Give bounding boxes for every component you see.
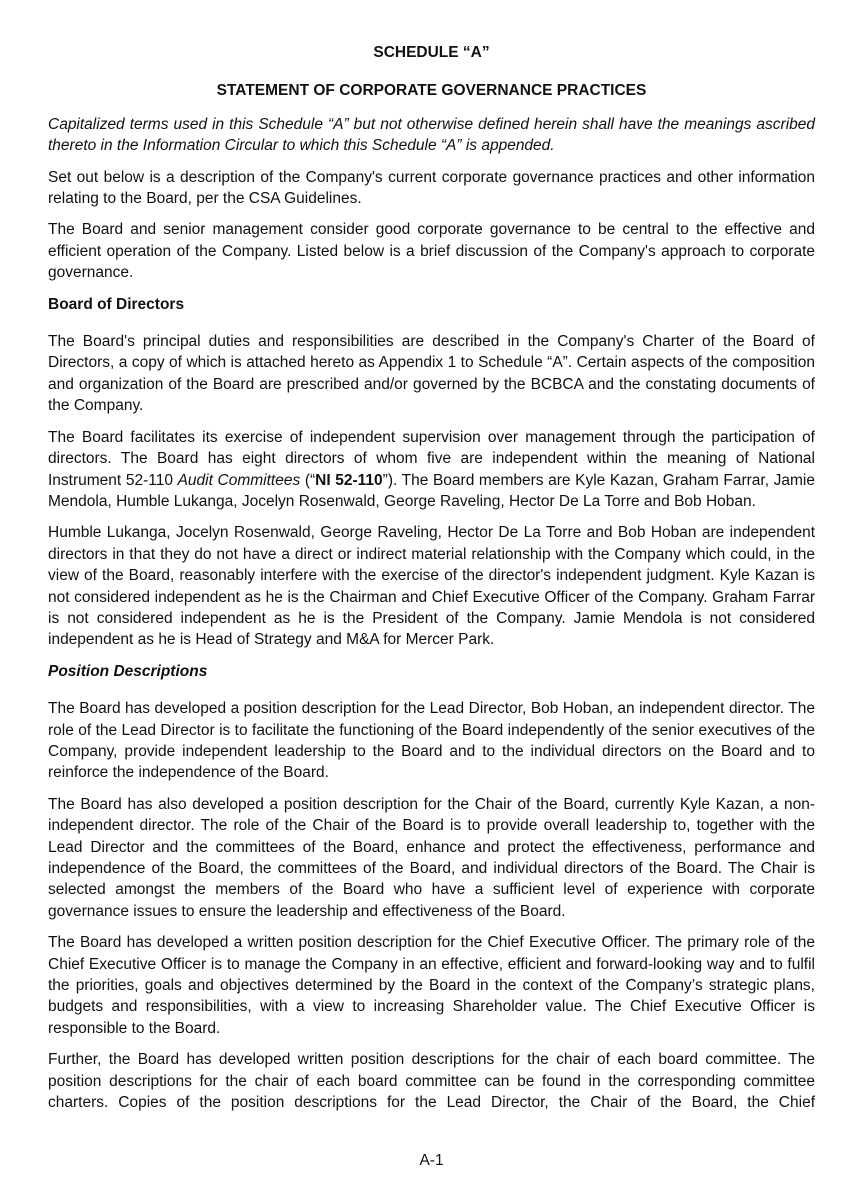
page-number: A-1 (419, 1151, 444, 1169)
board-composition-text-2: (“ (300, 471, 316, 489)
statement-title: STATEMENT OF CORPORATE GOVERNANCE PRACTICES (216, 82, 647, 100)
preamble-paragraph: Capitalized terms used in this Schedule “A” but not otherwise defined herein shall have the meanings ascribed thereto in the Information Circular to which this Schedule “A” is appended. (48, 115, 815, 155)
board-composition-text-3: ”). The Board members are Kyle Kazan, Graham Farrar, Jamie Mendola, Humble Lukanga, Jocelyn Rosenwald, George Raveling, Hector De La Torre and Bob Hoban. (48, 471, 815, 510)
position-descriptions-heading: Position Descriptions (48, 662, 208, 680)
audit-committees-italic-text: Audit Committees (177, 471, 301, 489)
board-composition-paragraph (48, 427, 815, 513)
independence-paragraph: Humble Lukanga, Jocelyn Rosenwald, George Raveling, Hector De La Torre and Bob Hoban are independent directors in that they do not have a direct or indirect material relationship with the Company which could, in the view of the Board, reasonably interfere with the exercise of the director's independent judgment. Kyle Kazan is not considered independent as he is the Chairman and Chief Executive Officer of the Company. Graham Farrar is not considered independent as he is the President of the Company. Jamie Mendola is not considered independent as he is Head of Strategy and M&A for Mercer Park. (48, 524, 815, 649)
committee-chairs-paragraph: Further, the Board has developed written position descriptions for the chair of each board committee. The position descriptions for the chair of each board committee can be found in the corresponding committee charters. Copies of the position descriptions for the Lead Director, the Chair of the Board, the Chief (48, 1051, 815, 1112)
intro-paragraph-1: Set out below is a description of the Company's current corporate governance practices and other information relating to the Board, per the CSA Guidelines. (48, 168, 815, 208)
board-of-directors-heading: Board of Directors (48, 295, 185, 313)
board-duties-paragraph: The Board's principal duties and responsibilities are described in the Company's Charter of the Board of Directors, a copy of which is attached hereto as Appendix 1 to Schedule “A”. Certain aspects of the composition and organization of the Board are prescribed and/or governed by the BCBCA and the constating documents of the Company. (48, 333, 815, 415)
board-composition-text-1: The Board facilitates its exercise of independent supervision over management through the participation of directors. The Board has eight directors of whom five are independent within the meaning of National Instrument 52-110 (48, 428, 815, 489)
lead-director-paragraph: The Board has developed a position description for the Lead Director, Bob Hoban, an independent director. The role of the Lead Director is to facilitate the functioning of the Board independently of the senior executives of the Company, provide independent leadership to the Board and to the individual directors on the Board and to reinforce the independence of the Board. (48, 700, 815, 782)
schedule-title: SCHEDULE “A” (373, 44, 490, 61)
ni-52-110-bold-text: NI 52-110 (315, 471, 383, 489)
ceo-paragraph: The Board has developed a written position description for the Chief Executive Officer. The primary role of the Chief Executive Officer is to manage the Company in an effective, efficient and forward-looking way and to fulfil the priorities, goals and objectives determined by the Board in the context of the Company’s strategic plans, budgets and responsibilities, with a view to increasing Shareholder value. The Chief Executive Officer is responsible to the Board. (48, 934, 815, 1037)
intro-paragraph-2: The Board and senior management consider good corporate governance to be central to the effective and efficient operation of the Company. Listed below is a brief discussion of the Company's approach to corporate governance. (48, 221, 815, 282)
chair-of-board-paragraph: The Board has also developed a position description for the Chair of the Board, currently Kyle Kazan, a non-independent director. The role of the Chair of the Board is to provide overall leadership to, together with the Lead Director and the committees of the Board, enhance and protect the effectiveness, performance and independence of the Board, the committees of the Board, and individual directors of the Board. The Chair is selected amongst the members of the Board who have a sufficient level of experience with corporate governance issues to ensure the leadership and effectiveness of the Board. (48, 795, 815, 920)
